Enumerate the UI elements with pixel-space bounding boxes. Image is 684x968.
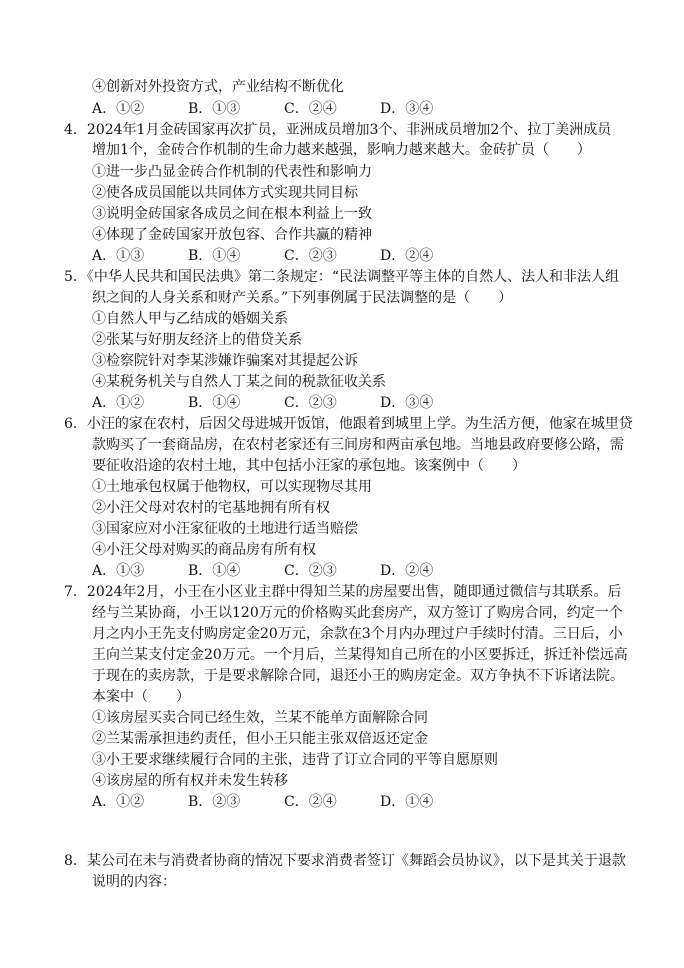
- q7-choice-2: ②兰某需承担违约责任，但小王只能主张双倍返还定金: [92, 731, 428, 747]
- q5-option-a: A．①②: [92, 395, 145, 411]
- q3-option-b: B．①③: [188, 101, 241, 117]
- q4-choice-1: ①进一步凸显金砖合作机制的代表性和影响力: [92, 164, 372, 180]
- q3-choice-4: ④创新对外投资方式，产业结构不断优化: [92, 79, 344, 95]
- q4-option-a: A．①③: [92, 248, 145, 264]
- q5-choice-1: ①自然人甲与乙结成的婚姻关系: [92, 311, 288, 327]
- q7-option-b: B．②③: [188, 794, 241, 810]
- q7-stem-line-6: 本案中（ ）: [92, 689, 190, 705]
- q4-option-d: D．②④: [380, 248, 434, 264]
- q7-option-c: C．②④: [284, 794, 337, 810]
- q6-option-c: C．②③: [284, 563, 337, 579]
- q3-option-c: C．②④: [284, 101, 337, 117]
- q7-stem-line-2: 经与兰某协商，小王以120万元的价格购买此套房产，双方签订了购房合同，约定一个: [92, 605, 623, 621]
- q5-stem-line-2: 织之间的人身关系和财产关系。”下列事例属于民法调整的是（ ）: [92, 290, 513, 306]
- q6-stem-line-2: 款购买了一套商品房，在农村老家还有三间房和两亩承包地。当地县政府要修公路，需: [92, 437, 624, 453]
- q5-stem-line-1: 5．《中华人民共和国民法典》第二条规定：“民法调整平等主体的自然人、法人和非法人组: [64, 269, 620, 285]
- q5-option-c: C．②③: [284, 395, 337, 411]
- q7-choice-1: ①该房屋买卖合同已经生效，兰某不能单方面解除合同: [92, 710, 428, 726]
- q4-option-b: B．①④: [188, 248, 241, 264]
- q7-choice-3: ③小王要求继续履行合同的主张，违背了订立合同的平等自愿原则: [92, 752, 498, 768]
- q8-stem-line-2: 说明的内容：: [92, 874, 176, 890]
- q6-option-b: B．①④: [188, 563, 241, 579]
- q7-stem-line-5: 于现在的卖房款，于是要求解除合同，退还小王的购房定金。双方争执不下诉诸法院。: [92, 668, 624, 684]
- q3-option-a: A．①②: [92, 101, 145, 117]
- q6-option-a: A．①③: [92, 563, 145, 579]
- q6-option-d: D．②④: [380, 563, 434, 579]
- q7-stem-line-1: 7．2024年2月，小王在小区业主群中得知兰某的房屋要出售，随即通过微信与其联系。后: [64, 584, 622, 600]
- q6-choice-3: ③国家应对小汪家征收的土地进行适当赔偿: [92, 521, 358, 537]
- q5-option-d: D．③④: [380, 395, 434, 411]
- q4-choice-4: ④体现了金砖国家开放包容、合作共赢的精神: [92, 227, 372, 243]
- q8-stem-line-1: 8．某公司在未与消费者协商的情况下要求消费者签订《舞蹈会员协议》，以下是其关于退款: [64, 853, 626, 869]
- q6-stem-line-3: 要征收沿途的农村土地，其中包括小汪家的承包地。该案例中（ ）: [92, 458, 526, 474]
- q5-choice-2: ②张某与好朋友经济上的借贷关系: [92, 332, 302, 348]
- q3-option-d: D．③④: [380, 101, 434, 117]
- q4-stem-line-1: 4．2024年1月金砖国家再次扩员，亚洲成员增加3个、非洲成员增加2个、拉丁美洲成员: [64, 122, 612, 138]
- q5-option-b: B．①④: [188, 395, 241, 411]
- q4-stem-line-2: 增加1个，金砖合作机制的生命力越来越强，影响力越来越大。金砖扩员（ ）: [92, 142, 591, 158]
- q4-choice-3: ③说明金砖国家各成员之间在根本利益上一致: [92, 206, 372, 222]
- q7-option-d: D．①④: [380, 794, 434, 810]
- q6-choice-1: ①土地承包权属于他物权，可以实现物尽其用: [92, 479, 372, 495]
- q5-choice-3: ③检察院针对李某涉嫌诈骗案对其提起公诉: [92, 353, 358, 369]
- q7-stem-line-3: 月之内小王先支付购房定金20万元，余款在3个月内办理过户手续时付清。三日后，小: [92, 626, 623, 642]
- q4-option-c: C．②③: [284, 248, 337, 264]
- q5-choice-4: ④某税务机关与自然人丁某之间的税款征收关系: [92, 374, 386, 390]
- q4-choice-2: ②使各成员国能以共同体方式实现共同目标: [92, 185, 358, 201]
- q7-stem-line-4: 王向兰某支付定金20万元。一个月后，兰某得知自己所在的小区要拆迁，拆迁补偿远高: [92, 647, 628, 663]
- q7-option-a: A．①②: [92, 794, 145, 810]
- q6-choice-4: ④小汪父母对购买的商品房有所有权: [92, 542, 316, 558]
- q7-choice-4: ④该房屋的所有权并未发生转移: [92, 773, 288, 789]
- q6-choice-2: ②小汪父母对农村的宅基地拥有所有权: [92, 500, 330, 516]
- q6-stem-line-1: 6．小汪的家在农村，后因父母进城开饭馆，他跟着到城里上学。为生活方便，他家在城里贷: [64, 416, 633, 432]
